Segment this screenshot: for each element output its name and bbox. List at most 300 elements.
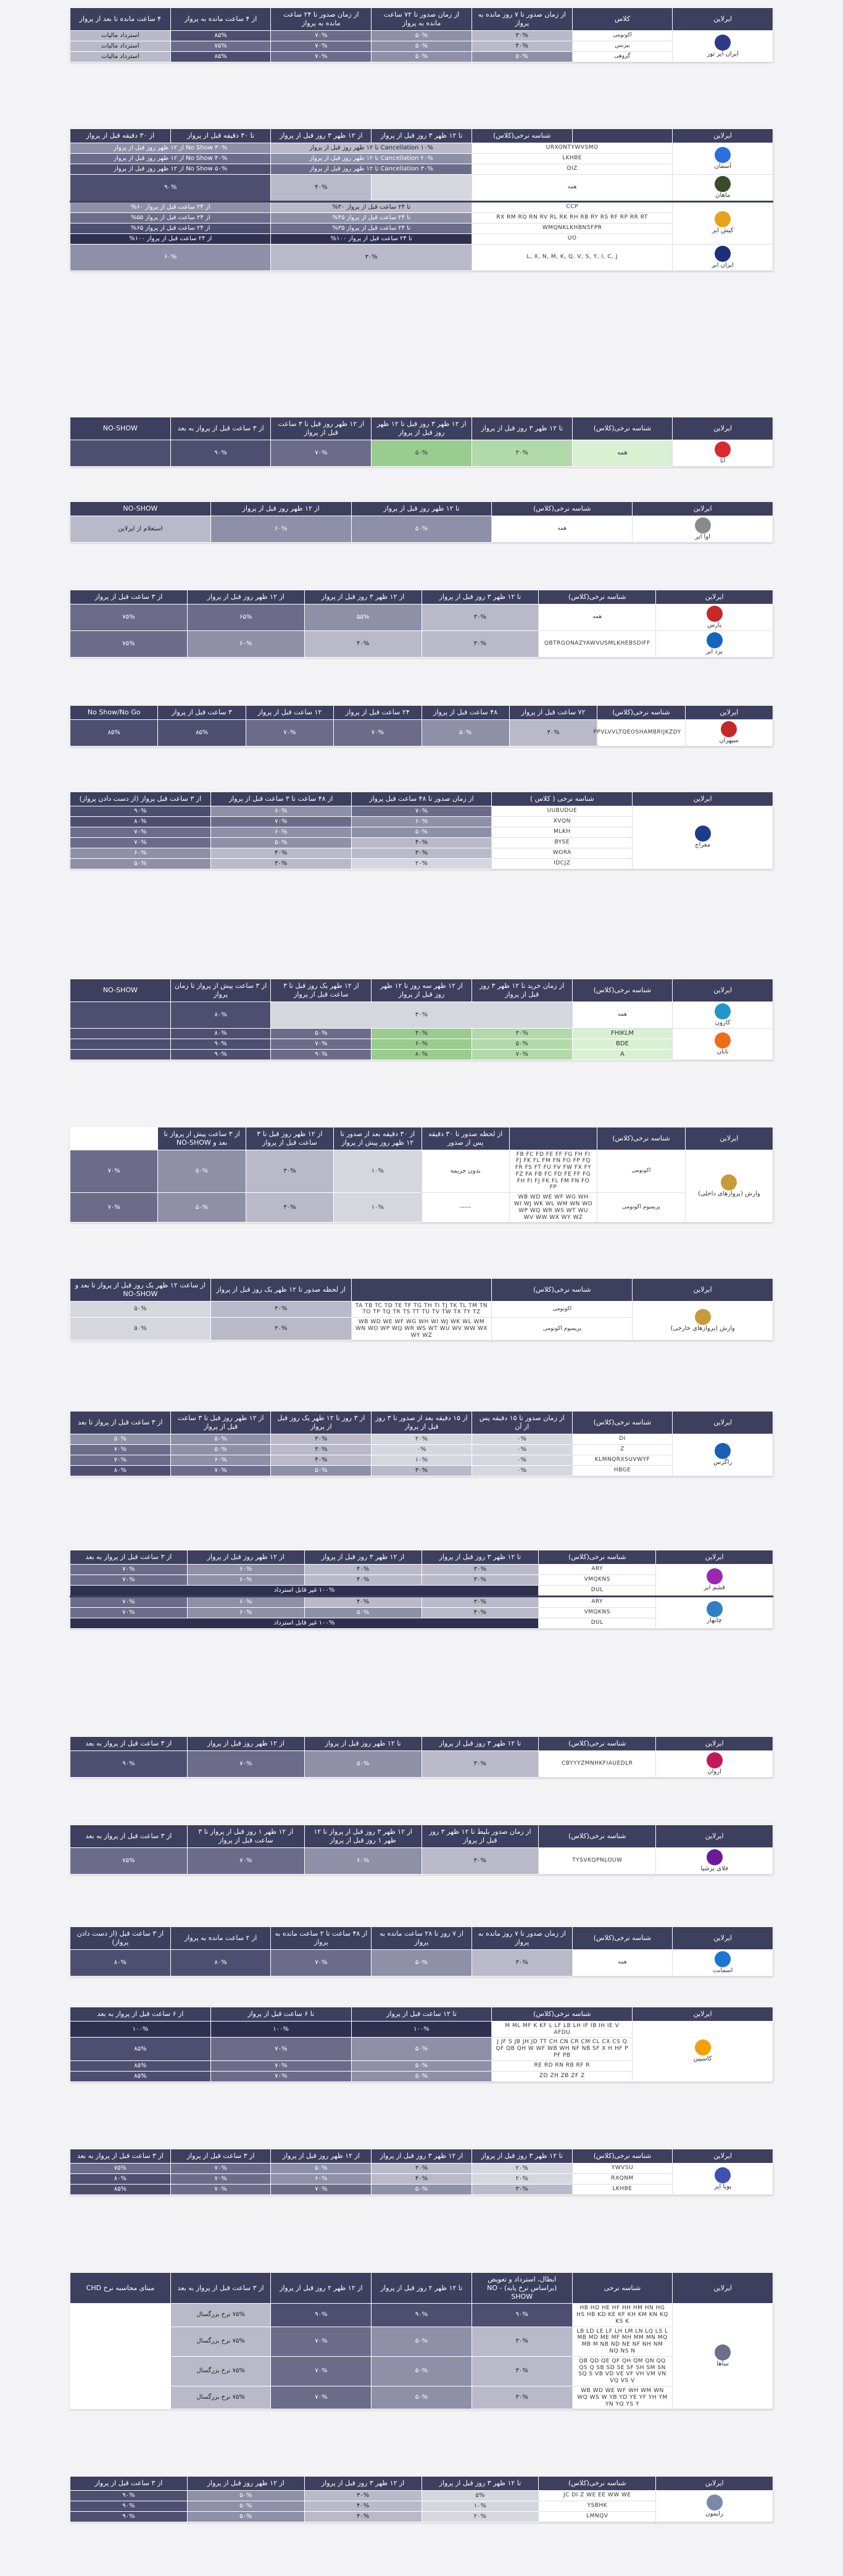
airline-cell [656, 1564, 773, 1596]
column-header: از زمان صدور تا ۲۴ ساعت مانده به پرواز [271, 8, 372, 31]
table-cell: ۸۰% [170, 1028, 271, 1039]
airline-name: اروان [707, 1768, 721, 1775]
column-header: از ۳ ساعت قبل از پرواز به بعد [70, 1737, 188, 1751]
table-cell: ۷۰% [271, 41, 372, 51]
table-cell: ----- [422, 1193, 509, 1223]
table-cell: ۴۰% [304, 1574, 422, 1585]
table-cell: ۸۵% [70, 2038, 211, 2060]
column-header [509, 1127, 597, 1150]
table-cell: ۴۰% [304, 2501, 422, 2511]
table-cell: ۳۰% [304, 2490, 422, 2501]
column-header: از ۱۲ ظهر ۳ روز قبل تا ۱۲ ظهر روز قبل از پرواز [372, 417, 472, 440]
column-header: از زمان صدور تا ۷ روز مانده به پرواز [471, 8, 572, 31]
column-header: از ۳ ساعت پیش از پرواز تا زمان پرواز [170, 979, 271, 1002]
column-header: از ۱۲ ظهر روز قبل از پرواز [210, 502, 351, 516]
column-header: تا ۱۲ ظهر ۲ روز قبل از پرواز [372, 2273, 472, 2304]
airline-cell [673, 201, 773, 244]
airline-name: اوا ایر [695, 533, 710, 540]
table-cell: ۶۰% [70, 244, 271, 270]
table-cell: ۷۰% [210, 816, 351, 827]
table-row [70, 2386, 773, 2409]
table-cell: ۸۵% [158, 719, 246, 746]
column-header: از ۱۲ ظهر ۳ روز قبل از پرواز [304, 1550, 422, 1565]
column-header: از ۱۲ ظهر روز قبل از پرواز [187, 590, 304, 604]
refund-table-t1 [70, 7, 773, 62]
table-cell [372, 174, 472, 201]
refund-table-t17 [70, 2149, 773, 2195]
table-cell: ۵۰% [372, 440, 472, 466]
table-cell: همه [492, 516, 633, 542]
column-header: شناسه نرخی(کلاس) [492, 2007, 633, 2022]
table-cell: ۵۰% [158, 1150, 246, 1193]
table-cell: ۳۰% [422, 1847, 539, 1874]
table-cell: ۷۰% [70, 1193, 158, 1223]
table-row [70, 719, 773, 746]
airline-name: ایران ایر تور [707, 50, 739, 57]
table-cell: ۵۰% [70, 1301, 211, 1318]
table-row [70, 201, 773, 212]
table-cell: ۳۰% [246, 1193, 333, 1223]
column-header: از زمان صدور تا ۱۵ دقیقه پس از آن [471, 1411, 572, 1434]
table-cell: ۸۵% [170, 51, 271, 62]
airline-name: کارون [715, 1019, 731, 1026]
airline-logo-icon [715, 211, 731, 227]
table-cell: UUBUDUE [492, 806, 633, 816]
table-cell [70, 1002, 171, 1028]
table-cell: ۳۰% [471, 30, 572, 41]
column-header: NO-SHOW [70, 417, 171, 440]
column-header: از ۱۲ ظهر روز قبل از پرواز [271, 2149, 372, 2164]
table-cell: BYSE [492, 837, 633, 848]
table-cell: ۵۰% [422, 719, 509, 746]
column-header: ایرلاین [633, 1279, 773, 1302]
airline-logo-icon [707, 606, 723, 622]
table-cell: ۶۰% [70, 848, 211, 858]
table-cell: RE RD RN RB RF R [492, 2060, 633, 2071]
table-cell: ۴۰% [422, 1607, 539, 1618]
column-header: تا ۱۲ ظهر ۳ روز قبل از پرواز [422, 2477, 539, 2491]
table-cell: ۵۰% [271, 1465, 372, 1476]
column-header: از ۳۰ دقیقه بعد از صدور تا ۱۲ ظهر روز پیش از پرواز [334, 1127, 422, 1150]
airline-name: تابان [716, 1048, 729, 1055]
table-cell: ۵۰% [187, 2490, 304, 2501]
column-header: از ۳ ساعت قبل از پرواز به بعد [170, 417, 271, 440]
airline-name: آسمان [714, 162, 731, 170]
column-header: شناسه نرخی(کلاس) [539, 2477, 656, 2491]
table-cell: ۹۰% [170, 1039, 271, 1049]
table-row [70, 233, 773, 244]
table-cell: ۳۰% [471, 1949, 572, 1976]
table-cell: VMQKNS [539, 1607, 656, 1618]
table-cell: ۲۰% [351, 858, 492, 869]
table-row [70, 41, 773, 51]
table-cell: LMNQV [539, 2511, 656, 2522]
table-row [70, 164, 773, 174]
airline-logo-icon [715, 1003, 731, 1019]
table-cell: ۲۰% [471, 2173, 572, 2184]
table-cell: بیزنس [572, 41, 673, 51]
refund-table-t9 [70, 1127, 773, 1223]
table-cell: ۱۰۰% [210, 2021, 351, 2038]
column-header: از ۳ ساعت قبل از پرواز [70, 590, 188, 604]
refund-table-t19 [70, 2476, 773, 2522]
airline-name: سپهران [719, 737, 739, 744]
table-cell: BDE [572, 1039, 673, 1049]
column-header: شناسه نرخی(کلاس) [572, 417, 673, 440]
airline-name: معراج [695, 842, 711, 849]
column-header: ایرلاین [673, 8, 773, 31]
airline-name: یزد ایر [706, 648, 723, 655]
column-header: از ۳ ساعت قبل از پرواز [70, 2477, 188, 2491]
table-cell: ۷۰% [271, 440, 372, 466]
table-cell: ۷۰% [170, 2163, 271, 2173]
airline-cell [673, 2163, 773, 2194]
refund-table-t6 [70, 705, 773, 746]
column-header: تا ۱۲ ظهر ۳ روز قبل از پرواز [422, 1550, 539, 1565]
table-row [70, 174, 773, 201]
table-row [70, 516, 773, 542]
table-row [70, 1039, 773, 1049]
table-cell: استرداد مالیات [70, 30, 171, 41]
table-cell: ۵۰% [210, 837, 351, 848]
airline-name: چابهار [707, 1616, 722, 1624]
table-cell: ۹۰% [70, 806, 211, 816]
column-header: ایرلاین [656, 1825, 773, 1848]
airline-cell [633, 806, 773, 869]
column-header: NO-SHOW [70, 502, 211, 516]
table-cell: ۰% [471, 1434, 572, 1444]
table-cell: ۹۰% [372, 2304, 472, 2327]
table-cell: QB QD QE QF QH QM QN QQ QS Q SB SD SE SF SH SM SN SQ S VB VD VE VF VH VM VN VQ VS V [572, 2356, 673, 2386]
refund-table-t15 [70, 1926, 773, 1976]
column-header [351, 1279, 492, 1302]
table-cell: ۳۰% [271, 1002, 572, 1028]
airline-logo-icon [695, 1309, 711, 1325]
airline-cell [673, 174, 773, 201]
table-cell: ۶۰% [304, 1847, 422, 1874]
column-header: شناسه نرخی(کلاس) [492, 1279, 633, 1302]
airline-name: کیش ایر [712, 227, 734, 235]
table-cell: ۷۰% [70, 1564, 188, 1574]
column-header: از لحظه صدور تا ۱۲ ظهر یک روز قبل از پرواز [210, 1279, 351, 1302]
airline-cell [656, 2490, 773, 2522]
table-cell: ۶۰% [187, 1596, 304, 1607]
table-cell: ۸۵% [170, 30, 271, 41]
table-cell: ۹۰% [170, 440, 271, 466]
airline-logo-icon [707, 632, 723, 648]
airline-logo-icon [695, 826, 711, 842]
table-row [70, 1049, 773, 1060]
column-header: ۳ ساعت قبل از پرواز [158, 706, 246, 720]
table-cell: HBGE [572, 1465, 673, 1476]
column-header: از ۳ ساعت قبل از پرواز به بعد [170, 2273, 271, 2304]
refund-table-t8 [70, 979, 773, 1060]
table-cell: ۵۰% [170, 1434, 271, 1444]
column-header: No Show/No Go [70, 706, 158, 720]
column-header: شناسه نرخی(کلاس) [539, 590, 656, 604]
table-cell: YSBHK [539, 2501, 656, 2511]
table-cell: ۵۰% [372, 2327, 472, 2356]
table-cell: ۵% [422, 2490, 539, 2501]
table-cell: ۷۵% [70, 604, 188, 630]
table-cell: ۷۰% [210, 2071, 351, 2081]
column-header: از ۶ ساعت قبل از پرواز به بعد [70, 2007, 211, 2022]
table-cell: ۷۵% نرخ بزرگسال [170, 2304, 271, 2327]
column-header: از ۱۲ ظهر روز قبل از پرواز [187, 2477, 304, 2491]
table-cell: Cancellation ۱۰% تا ۱۲ ظهر روز قبل از پرواز [271, 143, 471, 153]
refund-table-t3 [70, 417, 773, 467]
column-header: از ۳ ساعت قبل از پرواز به بعد [70, 1825, 188, 1848]
airline-logo-icon [707, 1752, 723, 1768]
table-cell: ۵۰% [271, 1028, 372, 1039]
column-header: تا ۱۲ ظهر ۳ روز قبل از پرواز [471, 417, 572, 440]
column-header: از ۳ روز تا ۱۲ ظهر یک روز قبل از پرواز [271, 1411, 372, 1434]
table-cell: ۳۰% [246, 1150, 333, 1193]
airline-logo-icon [715, 441, 731, 458]
table-cell: ۷۰% [271, 2184, 372, 2194]
table-row [70, 1847, 773, 1874]
column-header: شناسه نرخی ( کلاس ) [492, 792, 633, 806]
refund-table-t11 [70, 1411, 773, 1476]
table-cell: ۴۰% [271, 1455, 372, 1465]
table-row [70, 1465, 773, 1476]
airline-logo-icon [715, 246, 731, 262]
airline-cell [673, 1949, 773, 1976]
column-header: ابطال، استرداد و تعویض (براساس نرخ پایه) - NO SHOW [471, 2273, 572, 2304]
table-cell: ۷۰% [271, 1949, 372, 1976]
table-cell: ۳۰% [422, 1574, 539, 1585]
table-cell: ۴۰% [372, 2173, 472, 2184]
table-cell: FB FC FD FE FF FG FH FI FJ FK FL FM FN FO FP FQ FR FS FT FU FV FW FX FY FZ FA FB FC FD FE FF FG FH FI FJ FK FL FM FN FO FP [509, 1150, 597, 1193]
column-header: تا ۶ ساعت قبل از پرواز [210, 2007, 351, 2022]
column-header: شناسه نرخی(کلاس) [492, 502, 633, 516]
table-cell: WMQNKLKHBN5FPR [471, 223, 672, 233]
table-cell: ۵۰% [372, 2184, 472, 2194]
table-cell: ۷۵% نرخ بزرگسال [170, 2327, 271, 2356]
table-row [70, 806, 773, 816]
column-header: ۴ ساعت مانده تا بعد از پرواز [70, 8, 171, 31]
airline-cell [633, 516, 773, 542]
table-cell: KLMNQRXSUVWYF [572, 1455, 673, 1465]
table-cell: ۴۰% [304, 1596, 422, 1607]
table-cell: ۹۰% [70, 1750, 188, 1777]
table-cell: ۶۰% [187, 1574, 304, 1585]
table-cell: ۳۰% [210, 858, 351, 869]
table-cell: ۵۰% [372, 1949, 472, 1976]
table-cell: ۷۰% [70, 1455, 171, 1465]
table-row [70, 212, 773, 223]
column-header: از ۳ ساعت قبل از پرواز تا بعد [70, 1411, 171, 1434]
refund-table-t2 [70, 128, 773, 271]
column-header: مبنای محاسبه نرخ CHD [70, 2273, 171, 2304]
table-cell: ۷۰% [271, 2327, 372, 2356]
column-header: ۲۴ ساعت قبل از پرواز [334, 706, 422, 720]
column-header: ۱۲ ساعت قبل از پرواز [246, 706, 333, 720]
column-header: تا ۱۲ ظهر ۳ روز قبل از پرواز [471, 2149, 572, 2164]
table-cell: ۷۰% [351, 806, 492, 816]
table-cell: YWVSU [572, 2163, 673, 2173]
column-header: از ۱۲ ظهر ۳ روز قبل از پرواز [372, 2149, 472, 2164]
table-cell: LKHBE [572, 2184, 673, 2194]
airline-cell [633, 2021, 773, 2081]
column-header: از ۱۲ ظهر ۳ روز قبل از پرواز [304, 2477, 422, 2491]
airline-cell [673, 440, 773, 466]
table-cell: ۶۰% [271, 2173, 372, 2184]
table-cell [70, 1028, 171, 1039]
table-cell: ۴۰% [351, 837, 492, 848]
table-cell: ۳۰% [471, 440, 572, 466]
table-cell: ۶۵% [187, 604, 304, 630]
table-cell: ۳۰% [351, 848, 492, 858]
table-cell: A [572, 1049, 673, 1060]
table-row [70, 30, 773, 41]
column-header: شناسه نرخی(کلاس) [572, 1927, 673, 1950]
column-header: شناسه نرخی(کلاس) [572, 2149, 673, 2164]
refund-table-t18 [70, 2272, 773, 2409]
airline-name: اسمانت [712, 1967, 733, 1974]
airline-cell [673, 1002, 773, 1028]
airline-cell [673, 143, 773, 174]
table-cell: بدون جریمه [422, 1150, 509, 1193]
table-cell: استرداد مالیات [70, 41, 171, 51]
table-cell: ۳۰% [372, 2163, 472, 2173]
refund-table-t5 [70, 590, 773, 658]
table-cell: FHIKLM [572, 1028, 673, 1039]
column-header: از ۱۲ ظهر ۲ روز قبل از پرواز [271, 2273, 372, 2304]
table-row [70, 1750, 773, 1777]
table-cell: ۳۰% [210, 1318, 351, 1340]
airline-logo-icon [715, 35, 731, 51]
table-cell: اکونومی [572, 30, 673, 41]
table-cell: Cancellation ۳۰% تا ۱۲ ظهر روز قبل از پرواز [271, 164, 471, 174]
table-cell: ۱۰% [334, 1193, 422, 1223]
table-cell: ۳۰% [422, 1750, 539, 1777]
table-cell: ۹۰% [170, 1049, 271, 1060]
column-header: شناسه نرخی(کلاس) [572, 1411, 673, 1434]
table-cell: ۵۰% [304, 1607, 422, 1618]
airline-cell [656, 1847, 773, 1874]
airline-cell [685, 1150, 773, 1223]
column-header: از ۱۲ ظهر روز قبل از پرواز [187, 1737, 304, 1751]
table-cell: WORA [492, 848, 633, 858]
table-cell: ۷۰% [271, 30, 372, 41]
column-header: شناسه نرخی(کلاس) [539, 1737, 656, 1751]
table-cell: DIZ [471, 164, 672, 174]
table-cell: ۳۰% [422, 630, 539, 657]
table-cell: ۷۰% [271, 2356, 372, 2386]
table-cell: همه [471, 174, 672, 201]
table-cell: ۷۵% [170, 41, 271, 51]
table-cell: ۷۵% نرخ بزرگسال [170, 2356, 271, 2386]
table-row [70, 2490, 773, 2501]
column-header: از ۷ روز تا ۲۸ ساعت مانده به پرواز [372, 1927, 472, 1950]
table-cell: ۸۵% [70, 719, 158, 746]
table-cell: ۳۰% [471, 1028, 572, 1039]
table-cell: ۷۰% [271, 2386, 372, 2409]
table-cell: ۷۰% [187, 1750, 304, 1777]
airline-logo-icon [721, 721, 737, 737]
table-cell: ۳۰% [471, 2356, 572, 2386]
table-cell: ۵۰% [170, 1444, 271, 1455]
table-cell: ۱۰% [334, 1150, 422, 1193]
column-header: از ۱۲ ظهر سه روز تا ۱۲ ظهر روز قبل از پرواز [372, 979, 472, 1002]
table-cell [70, 1039, 171, 1049]
table-cell: تا ۲۴ ساعت قبل از پرواز ۳۰% [271, 201, 471, 212]
column-header: تا ۱۲ ساعت قبل از پرواز [351, 2007, 492, 2022]
table-cell: ۵۰% [351, 827, 492, 837]
table-cell: ۲۰% [422, 2511, 539, 2522]
table-cell: از ۲۴ ساعت قبل از پرواز ۶۵% [70, 223, 271, 233]
table-cell: ۷۰% [271, 1039, 372, 1049]
column-header: از ساعت ۱۲ ظهر یک روز قبل از پرواز تا بعد و NO-SHOW [70, 1279, 211, 1302]
table-row [70, 2304, 773, 2327]
column-header: NO-SHOW [70, 979, 171, 1002]
refund-table-t12 [70, 1550, 773, 1629]
column-header: از ۳ ساعت قبل (از دست دادن پرواز) [70, 1927, 171, 1950]
table-row [70, 244, 773, 270]
table-cell: ۵۰% [372, 2386, 472, 2409]
table-cell: ۳۰% [372, 1465, 472, 1476]
table-cell: URXONTYWVSMO [471, 143, 672, 153]
airline-cell [656, 1750, 773, 1777]
column-header [572, 129, 673, 143]
table-cell: ۶۰% [372, 1039, 472, 1049]
table-cell: ۳۰% [271, 1434, 372, 1444]
airline-logo-icon [715, 2167, 731, 2183]
column-header: از ۱۲ ظهر ۳ روز قبل از پرواز تا ۱۲ ظهر ۱ روز قبل از پرواز [304, 1825, 422, 1848]
column-header: از ۳۰ دقیقه قبل از پرواز [70, 129, 171, 143]
table-cell: ZD ZH ZB ZF Z [492, 2071, 633, 2081]
airline-cell [673, 1434, 773, 1476]
table-cell: No Show ۳۰% از ۱۲ ظهر روز قبل از پرواز [70, 143, 271, 153]
table-cell: ۷۰% [70, 1444, 171, 1455]
table-cell: ۱۰۰% غیر قابل استرداد [70, 1585, 539, 1596]
table-cell: M ML MF K KF L LF LB LH IF IB IH IE V AFDU [492, 2021, 633, 2038]
table-cell: QBTRGONAZYAWVUSMLKHEBSDIFF [539, 630, 656, 657]
table-cell: ۸۰% [70, 816, 211, 827]
table-cell: LKHBE [471, 153, 672, 164]
table-cell: XVQN [492, 816, 633, 827]
column-header: تا ۱۲ ظهر روز قبل از پرواز [351, 502, 492, 516]
column-header: از ۱۲ ظهر ۳ روز قبل از پرواز [304, 590, 422, 604]
table-cell [70, 440, 171, 466]
airline-cell [656, 604, 773, 630]
airline-logo-icon [715, 1951, 731, 1967]
table-cell: CBYYYZMNHKFIAUEDLR [539, 1750, 656, 1777]
column-header: تا ۱۲ ظهر روز قبل از پرواز [304, 1737, 422, 1751]
table-cell: WB WD WE WF WG WH WI WJ WK WL WM WN WO WP WQ WR WS WT WU WV WW WX WY WZ [509, 1193, 597, 1223]
column-header: ایرلاین [656, 1737, 773, 1751]
column-header: از زمان صدور تا ۷ روز مانده به پرواز [471, 1927, 572, 1950]
table-cell: ۷۰% [170, 1465, 271, 1476]
table-cell: از ۲۴ ساعت قبل از پرواز ۶۰% [70, 201, 271, 212]
table-cell: ۵۰% [372, 30, 472, 41]
table-cell: ۴۰% [471, 41, 572, 51]
table-cell: پریمیوم اکونومی [492, 1318, 633, 1340]
table-cell: تا ۲۴ ساعت قبل از پرواز ۴۵% [271, 212, 471, 223]
column-header: از ۳ ساعت قبل از پرواز به بعد [70, 2149, 171, 2164]
column-header: ایرلاین [633, 502, 773, 516]
airline-logo-icon [721, 1174, 737, 1190]
table-cell: IDCJZ [492, 858, 633, 869]
refund-table-t13 [70, 1736, 773, 1778]
column-header: ایرلاین [673, 979, 773, 1002]
table-cell: ۵۰% [372, 41, 472, 51]
table-cell: ۵۰% [70, 1434, 171, 1444]
table-cell: اکونومی [597, 1150, 685, 1193]
table-cell: ۳۰% [422, 1564, 539, 1574]
airline-name: وارش (پروازهای خارجی) [670, 1324, 735, 1332]
